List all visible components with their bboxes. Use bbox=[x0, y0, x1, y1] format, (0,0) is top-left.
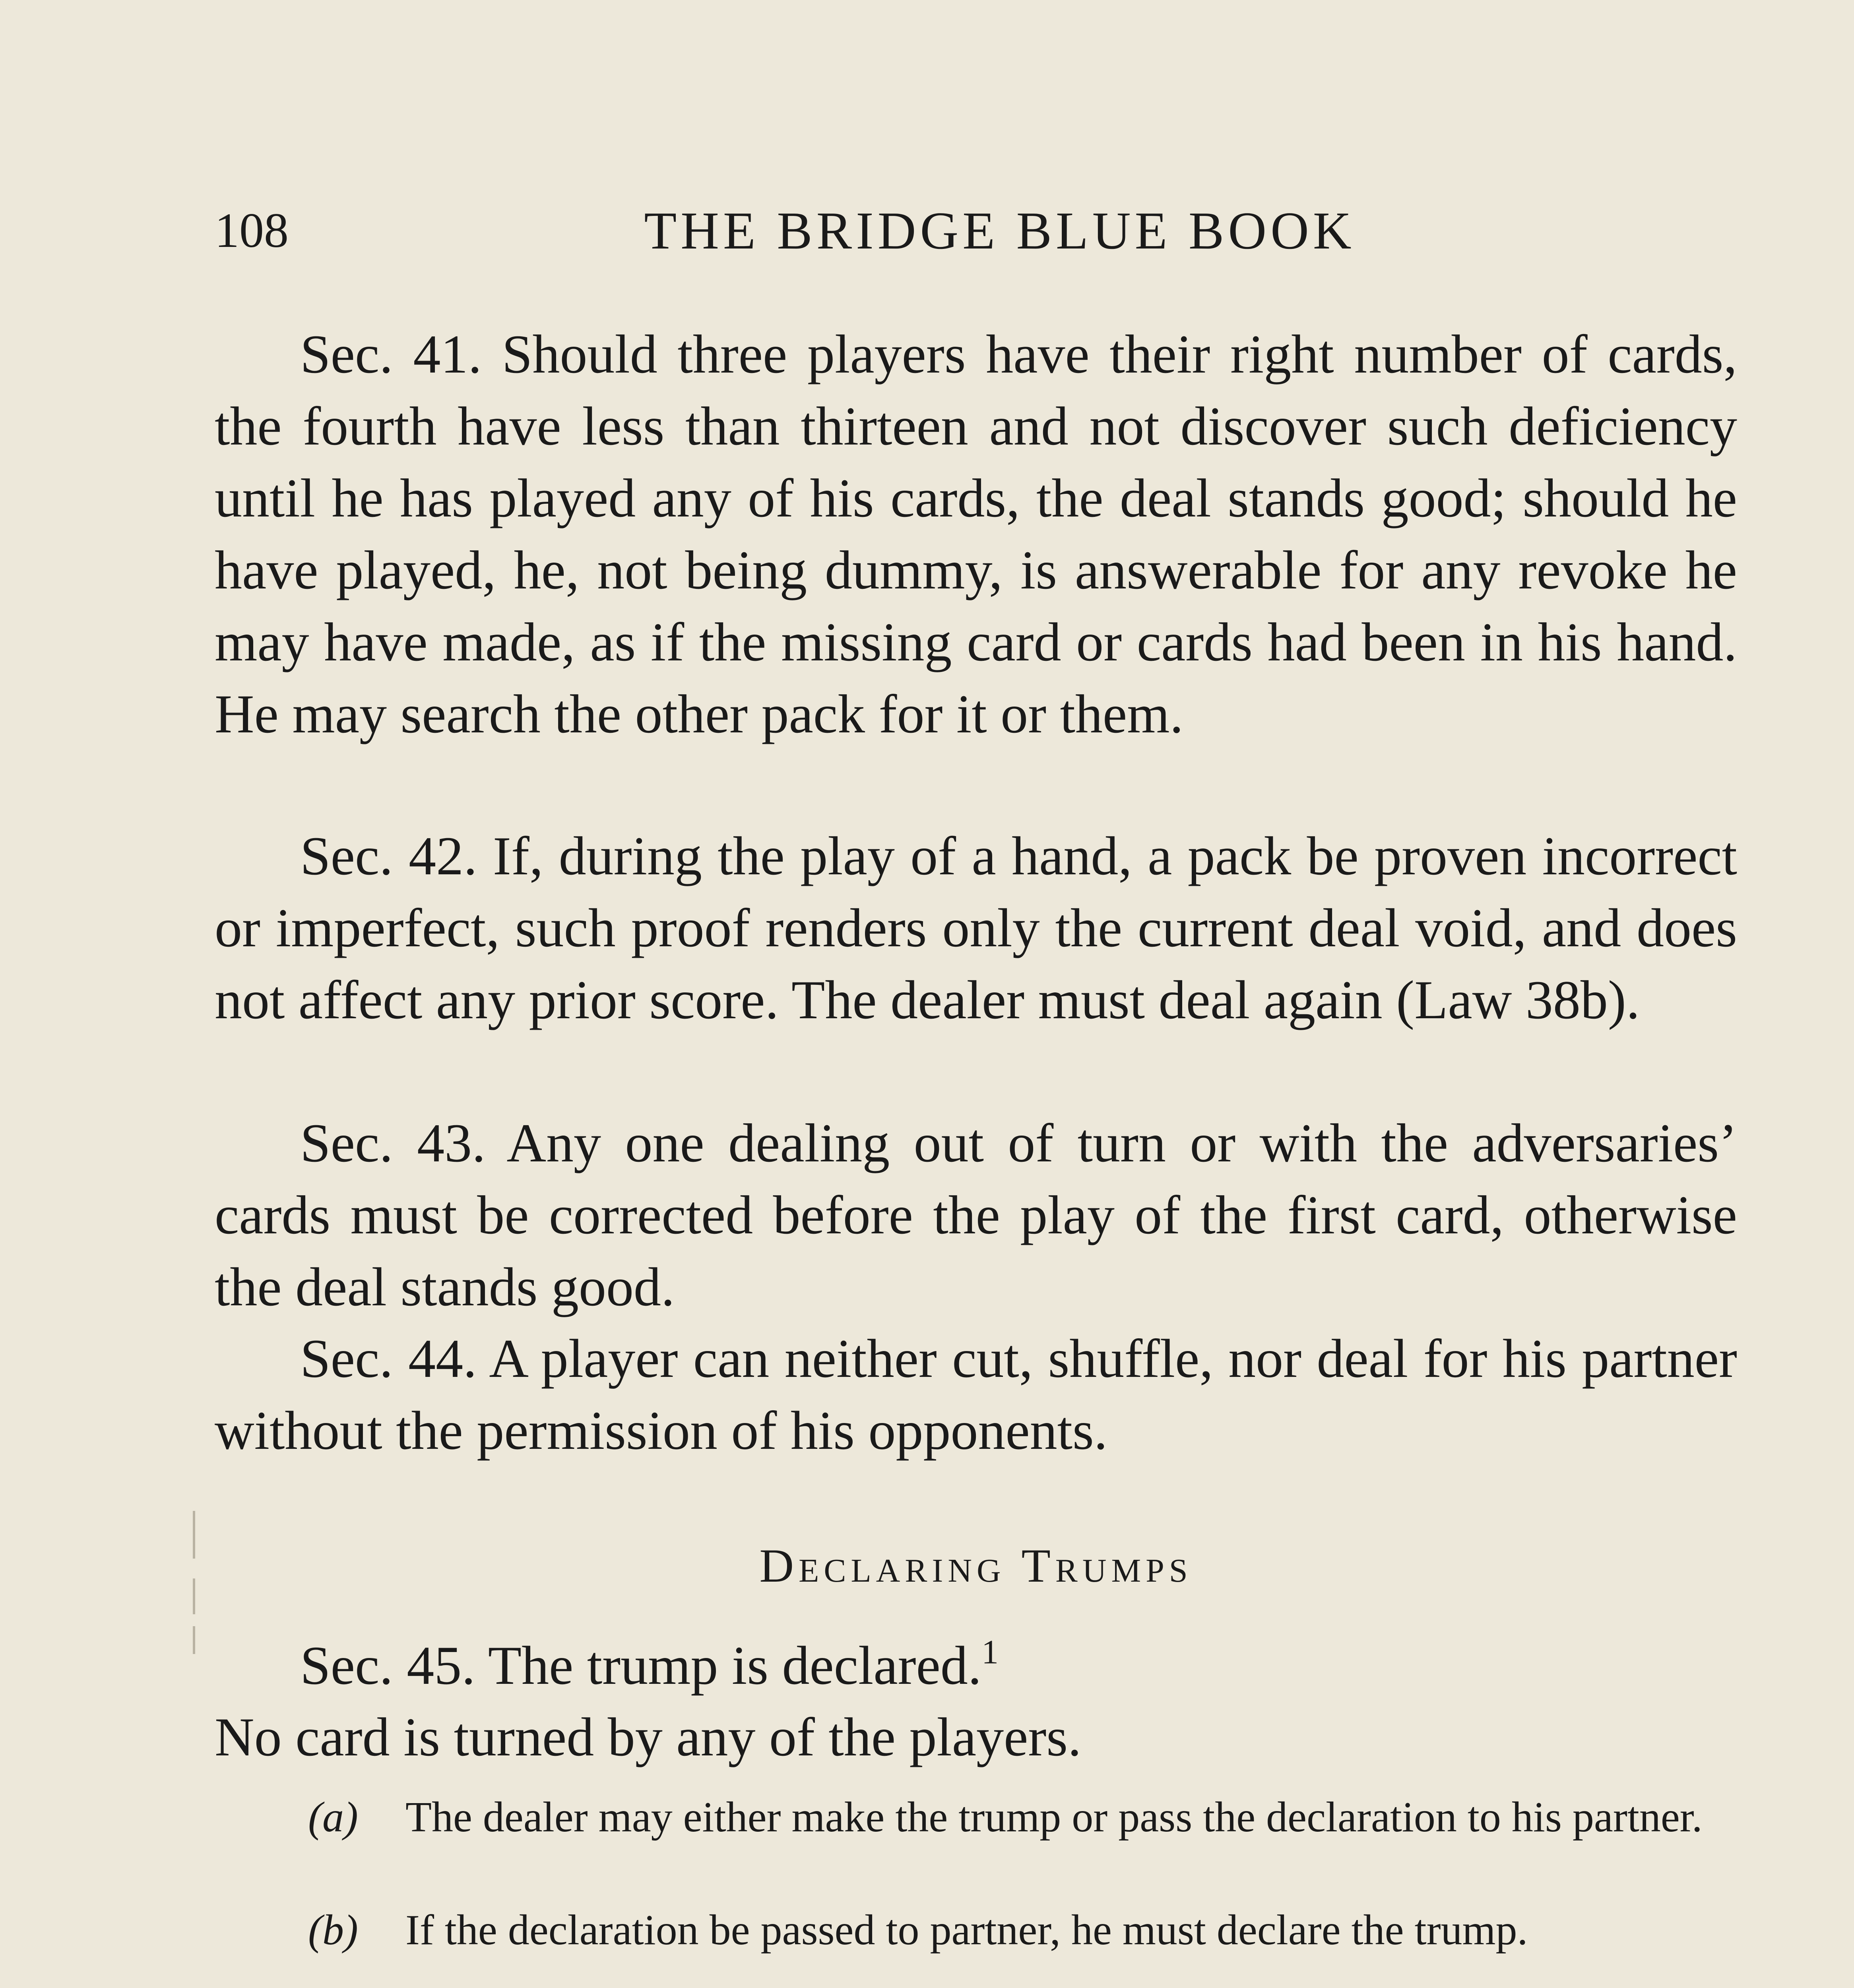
page-mark bbox=[193, 1578, 195, 1614]
page-mark bbox=[193, 1626, 195, 1654]
section-45-text: Sec. 45. The trump is declared. bbox=[300, 1635, 982, 1696]
section-45-line: No card is turned by any of the players. bbox=[215, 1706, 1082, 1767]
list-item bbox=[308, 1789, 1737, 1846]
list-text: If the declaration be passed to partner, he must declare the trump. bbox=[405, 1906, 1528, 1954]
section-42: Sec. 42. If, during the play of a hand, a pack be proven incorrect or imperfect, such proof renders only the current deal void, and does not affect any prior score. The dealer must deal again (Law 38b). bbox=[215, 825, 1737, 1030]
list-item bbox=[308, 1902, 1737, 1959]
section-45 bbox=[215, 1629, 1737, 1701]
section-43: Sec. 43. Any one dealing out of turn or with the adversaries’ cards must be corrected before the play of the first card, otherwise the deal stands good. bbox=[215, 1112, 1737, 1317]
list-marker: (b) bbox=[308, 1906, 358, 1954]
section-41: Sec. 41. Should three players have their right number of cards, the fourth have less than thirteen and not discover such deficiency until he has played any of his cards, the deal stands good; should he have played, he, not being dummy, is answerable for any revoke he may have made, as if the missing card or cards had been in his hand. He may search the other pack for it or them. bbox=[215, 324, 1737, 744]
section-heading: Declaring Trumps bbox=[759, 1539, 1193, 1592]
list-marker: (a) bbox=[308, 1794, 358, 1841]
page-number: 108 bbox=[215, 203, 289, 258]
page-header bbox=[215, 199, 1737, 262]
page-mark bbox=[193, 1511, 195, 1559]
section-44: Sec. 44. A player can neither cut, shuffle, nor deal for his partner without the permission of his opponents. bbox=[215, 1328, 1737, 1461]
running-title: THE BRIDGE BLUE BOOK bbox=[644, 201, 1356, 260]
list-text: The dealer may either make the trump or pass the declaration to his partner. bbox=[405, 1794, 1703, 1841]
section-46 bbox=[215, 1984, 1737, 1988]
footnote-reference: 1 bbox=[981, 1633, 999, 1671]
